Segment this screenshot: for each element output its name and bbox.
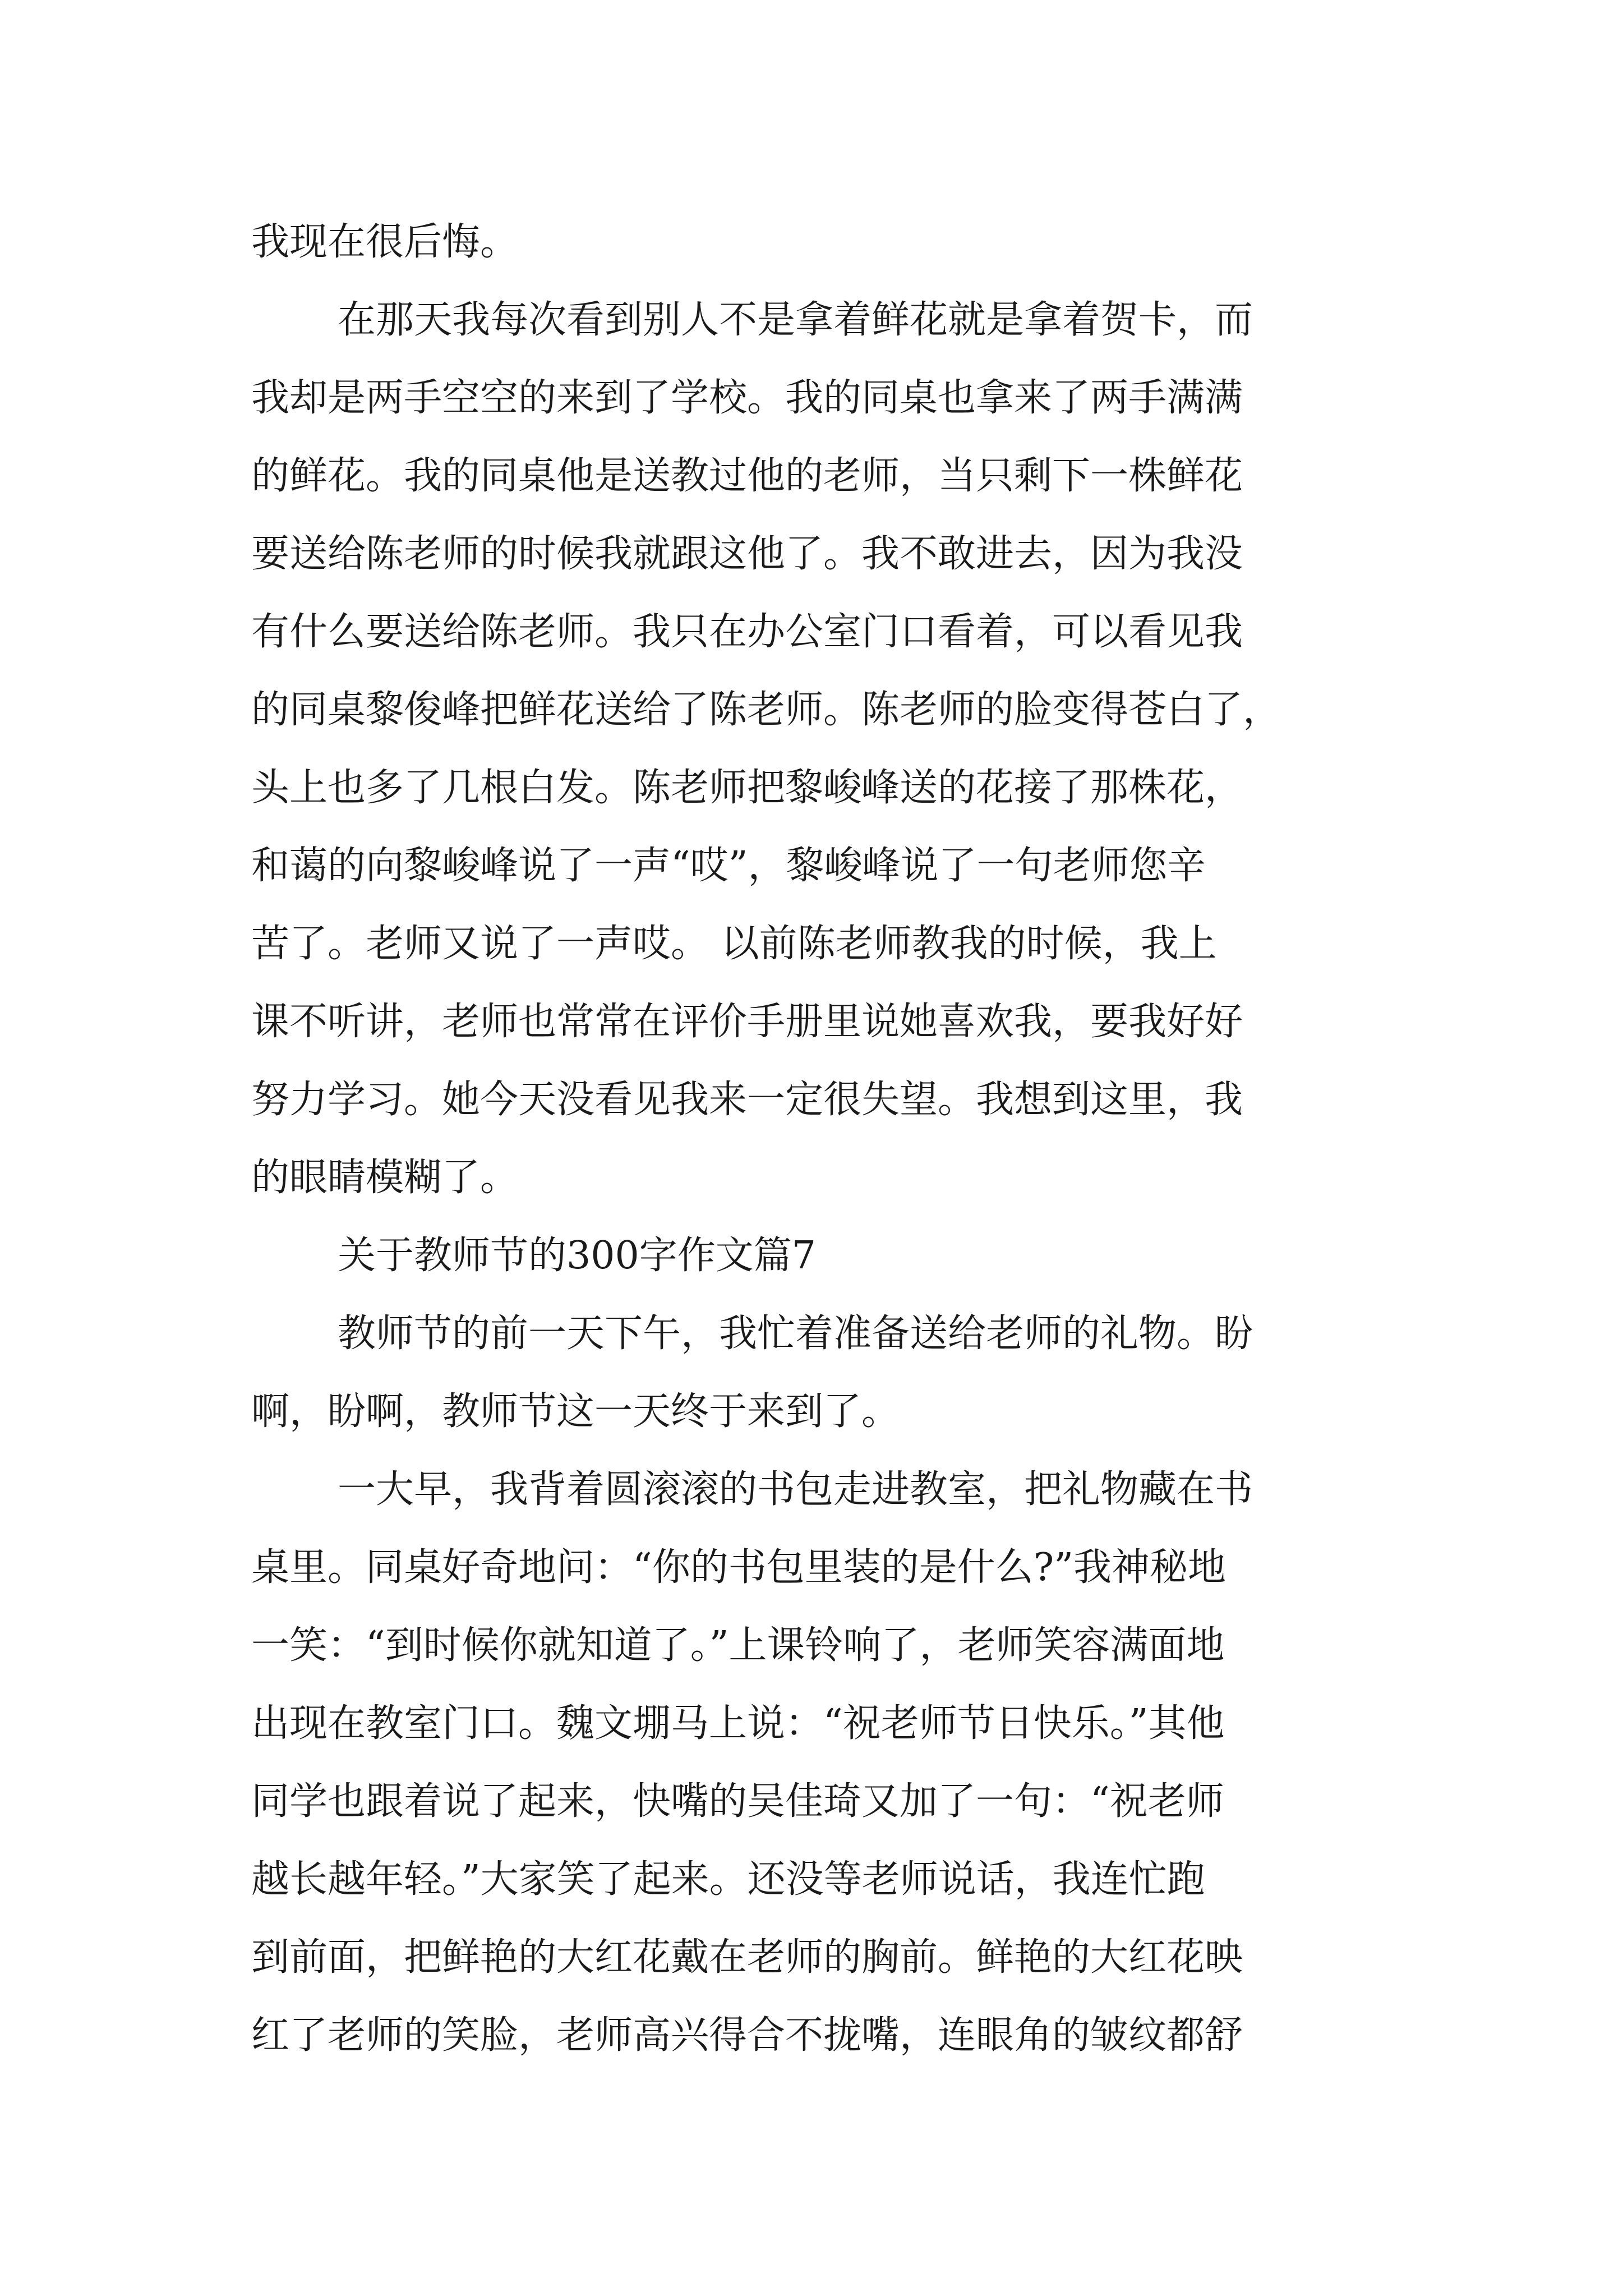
text-line: 关于教师节的300字作文篇7: [338, 1234, 817, 1278]
document-body: [251, 203, 1390, 2074]
text-line: 在那天我每次看到别人不是拿着鲜花就是拿着贺卡，而: [338, 298, 1253, 342]
text-line: 一笑：“到时候你就知道了。”上课铃响了，老师笑容满面地: [251, 1623, 1225, 1668]
text-line: 出现在教室门口。魏文堋马上说：“祝老师节日快乐。”其他: [251, 1701, 1225, 1746]
text-line: 到前面，把鲜艳的大红花戴在老师的胸前。鲜艳的大红花映: [251, 1935, 1243, 1980]
text-line: 啊，盼啊，教师节这一天终于来到了。: [251, 1389, 900, 1434]
text-line: 头上也多了几根白发。陈老师把黎峻峰送的花接了那株花，: [251, 766, 1243, 810]
text-line: 我却是两手空空的来到了学校。我的同桌也拿来了两手满满: [251, 376, 1243, 420]
text-line: 课不听讲，老师也常常在评价手册里说她喜欢我，要我好好: [251, 1000, 1243, 1044]
text-line: 桌里。同桌好奇地问：“你的书包里装的是什么?”我神秘地: [251, 1545, 1226, 1590]
text-line: 有什么要送给陈老师。我只在办公室门口看着，可以看见我: [251, 610, 1243, 654]
text-line: 一大早，我背着圆滚滚的书包走进教室，把礼物藏在书: [338, 1467, 1253, 1512]
text-line: 越长越年轻。”大家笑了起来。还没等老师说话，我连忙跑: [251, 1857, 1205, 1902]
text-line: 苦了。老师又说了一声哎。 以前陈老师教我的时候，我上: [251, 922, 1217, 966]
text-line: 的鲜花。我的同桌他是送教过他的老师，当只剩下一株鲜花: [251, 454, 1243, 498]
text-line: 的同桌黎俊峰把鲜花送给了陈老师。陈老师的脸变得苍白了，: [251, 688, 1281, 732]
text-line: 和蔼的向黎峻峰说了一声“哎”，黎峻峰说了一句老师您辛: [251, 844, 1206, 888]
text-line: 的眼睛模糊了。: [251, 1156, 519, 1200]
text-line: 教师节的前一天下午，我忙着准备送给老师的礼物。盼: [338, 1312, 1253, 1356]
text-line: 要送给陈老师的时候我就跟这他了。我不敢进去，因为我没: [251, 532, 1243, 576]
text-line: 努力学习。她今天没看见我来一定很失望。我想到这里，我: [251, 1078, 1243, 1122]
text-line: 我现在很后悔。: [251, 220, 519, 264]
text-line: 同学也跟着说了起来，快嘴的吴佳琦又加了一句：“祝老师: [251, 1779, 1224, 1824]
text-line: 红了老师的笑脸，老师高兴得合不拢嘴，连眼角的皱纹都舒: [251, 2013, 1243, 2058]
